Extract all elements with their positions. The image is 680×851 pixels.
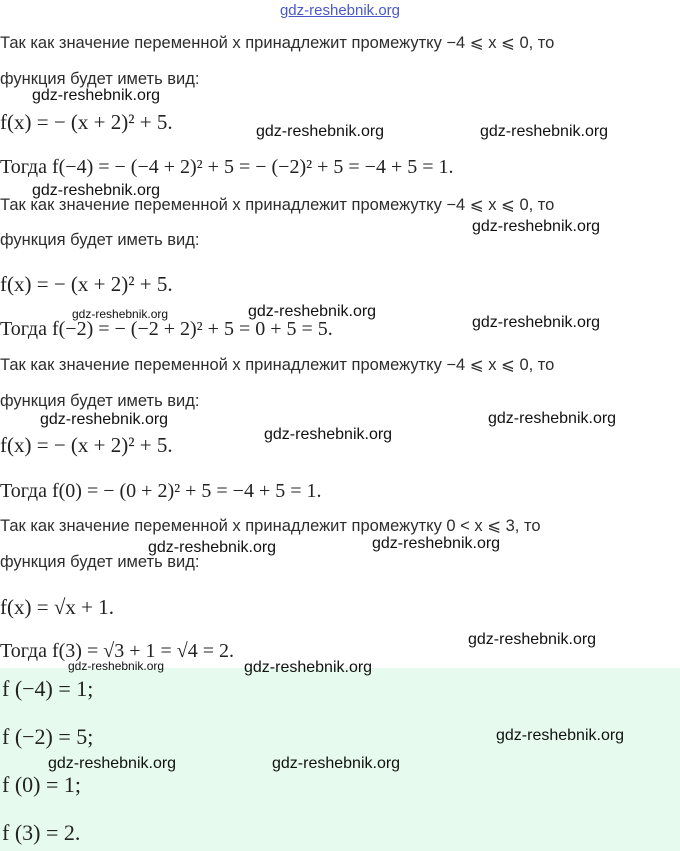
function-intro-4: функция будет иметь вид: <box>0 553 200 571</box>
evaluation-line-2: Тогда f(−2) = − (−2 + 2)² + 5 = 0 + 5 = 5. <box>0 318 333 340</box>
watermark: gdz-reshebnik.org <box>68 659 165 673</box>
watermark: gdz-reshebnik.org <box>48 755 177 772</box>
watermark: gdz-reshebnik.org <box>32 182 161 199</box>
watermark: gdz-reshebnik.org <box>480 123 609 140</box>
function-formula-1: f(x) = − (x + 2)² + 5. <box>0 110 173 134</box>
watermark: gdz-reshebnik.org <box>40 411 169 428</box>
watermark: gdz-reshebnik.org <box>488 410 617 427</box>
condition-text-1: Так как значение переменной x принадлежит промежутку −4 ⩽ x ⩽ 0, то <box>0 34 555 52</box>
function-formula-3: f(x) = − (x + 2)² + 5. <box>0 433 173 457</box>
watermark: gdz-reshebnik.org <box>472 314 601 331</box>
function-intro-2: функция будет иметь вид: <box>0 231 200 249</box>
answer-line-1: f (−4) = 1; <box>2 676 94 701</box>
watermark: gdz-reshebnik.org <box>496 727 625 744</box>
condition-text-3: Так как значение переменной x принадлежит промежутку −4 ⩽ x ⩽ 0, то <box>0 356 555 374</box>
watermark: gdz-reshebnik.org <box>256 123 385 140</box>
watermark: gdz-reshebnik.org <box>468 631 597 648</box>
watermark: gdz-reshebnik.org <box>244 659 373 676</box>
watermark: gdz-reshebnik.org <box>148 539 277 556</box>
condition-text-2: Так как значение переменной x принадлежит промежутку −4 ⩽ x ⩽ 0, то <box>0 196 555 214</box>
evaluation-line-3: Тогда f(0) = − (0 + 2)² + 5 = −4 + 5 = 1. <box>0 480 322 502</box>
function-formula-4: f(x) = √x + 1. <box>0 595 114 619</box>
watermark: gdz-reshebnik.org <box>248 303 377 320</box>
evaluation-line-1: Тогда f(−4) = − (−4 + 2)² + 5 = − (−2)² + 5 = −4 + 5 = 1. <box>0 156 454 178</box>
watermark: gdz-reshebnik.org <box>372 535 501 552</box>
site-header <box>0 0 680 24</box>
watermark: gdz-reshebnik.org <box>472 218 601 235</box>
watermark: gdz-reshebnik.org <box>264 426 393 443</box>
function-intro-1: функция будет иметь вид: <box>0 70 200 88</box>
watermark: gdz-reshebnik.org <box>72 307 169 321</box>
condition-text-4: Так как значение переменной x принадлежит промежутку 0 < x ⩽ 3, то <box>0 517 541 535</box>
answer-line-4: f (3) = 2. <box>2 820 81 845</box>
function-formula-2: f(x) = − (x + 2)² + 5. <box>0 272 173 296</box>
site-link[interactable]: gdz-reshebnik.org <box>279 2 401 19</box>
watermark: gdz-reshebnik.org <box>32 87 161 104</box>
answer-line-3: f (0) = 1; <box>2 772 81 797</box>
evaluation-line-4: Тогда f(3) = √3 + 1 = √4 = 2. <box>0 640 235 662</box>
answer-line-2: f (−2) = 5; <box>2 724 94 749</box>
function-intro-3: функция будет иметь вид: <box>0 392 200 410</box>
watermark: gdz-reshebnik.org <box>272 755 401 772</box>
